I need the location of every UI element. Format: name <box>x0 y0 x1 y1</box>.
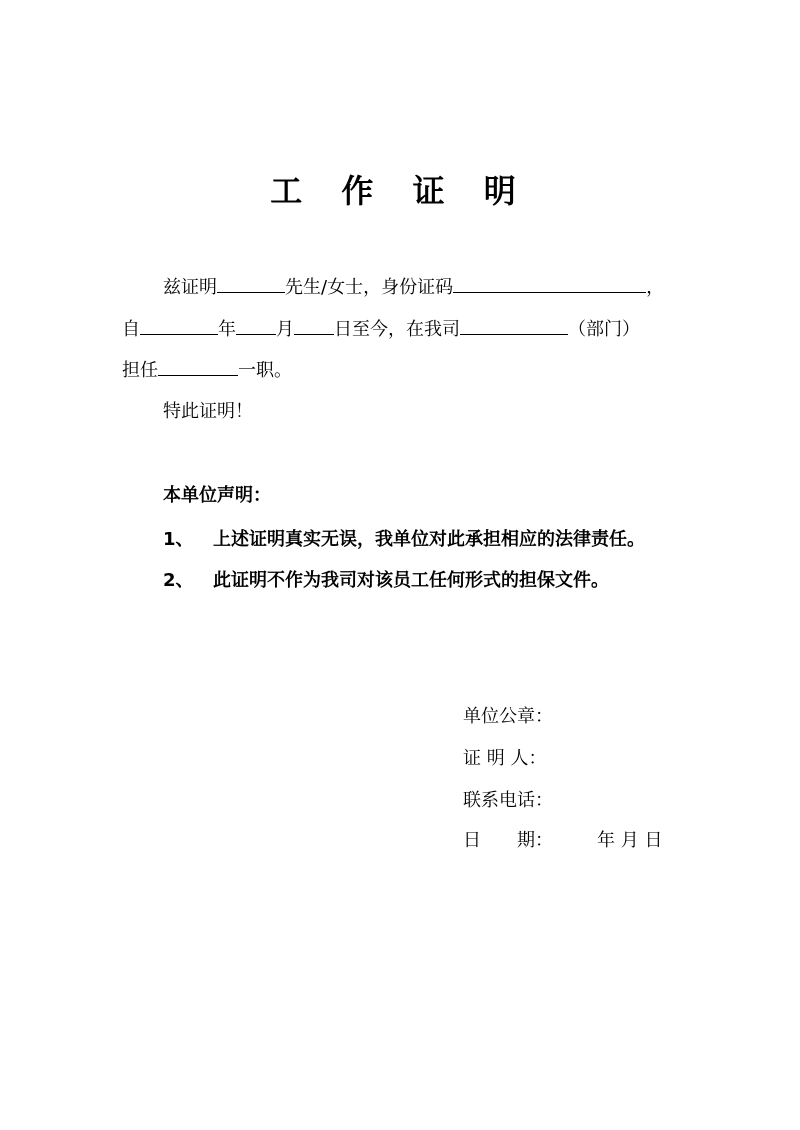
declaration-item-2 <box>163 568 609 594</box>
id-number-blank <box>453 274 646 293</box>
text-serve-as: 担任 <box>122 360 158 381</box>
month-blank <box>236 316 276 335</box>
text-position-suffix: 一职。 <box>238 360 292 381</box>
page-title: 工 作 证 明 <box>270 172 530 210</box>
certifier-label: 证 明 人： <box>463 748 547 769</box>
phone-label: 联系电话： <box>463 790 553 811</box>
department-blank <box>460 316 568 335</box>
date-value: 年 月 日 <box>597 830 663 851</box>
date-label: 日 期： <box>463 830 553 851</box>
text-department: （部门） <box>568 319 640 340</box>
item-number: 1、 <box>163 529 194 550</box>
body-line-2 <box>122 316 640 343</box>
text-day-until: 日至今，在我司 <box>334 319 460 340</box>
date-row <box>463 828 662 854</box>
seal-label: 单位公章： <box>463 706 553 727</box>
text-month: 月 <box>276 319 294 340</box>
text-year: 年 <box>218 319 236 340</box>
day-blank <box>294 316 334 335</box>
declaration-heading: 本单位声明： <box>163 485 271 506</box>
declaration-item-1 <box>163 527 645 553</box>
name-blank <box>217 274 285 293</box>
body-line-1 <box>163 274 664 301</box>
text-from: 自 <box>122 319 140 340</box>
closing-text: 特此证明！ <box>163 401 253 422</box>
year-blank <box>140 316 218 335</box>
text-comma: ， <box>646 277 665 298</box>
body-line-3 <box>122 357 292 384</box>
position-blank <box>158 357 238 376</box>
item-text: 上述证明真实无误，我单位对此承担相应的法律责任。 <box>213 529 645 550</box>
item-number: 2、 <box>163 570 194 591</box>
text-certify-prefix: 兹证明 <box>163 277 217 298</box>
text-gender-id: 先生/女士，身份证码 <box>285 277 454 298</box>
item-text: 此证明不作为我司对该员工任何形式的担保文件。 <box>213 570 609 591</box>
